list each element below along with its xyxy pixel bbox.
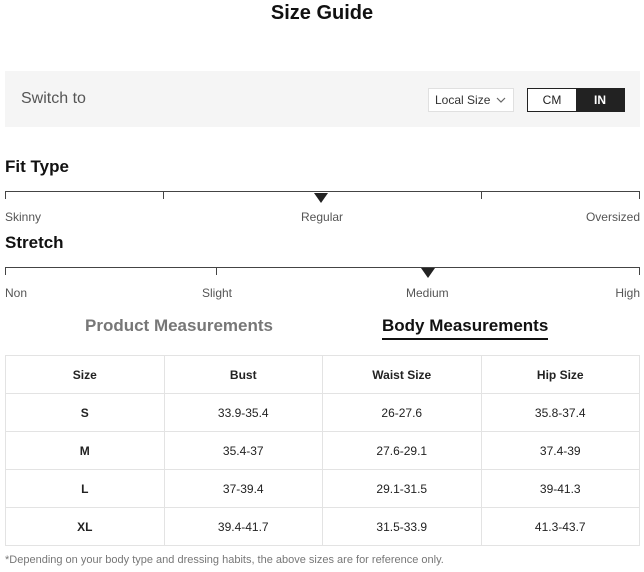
stretch-scale	[5, 267, 640, 275]
bust-cell: 33.9-35.4	[164, 394, 323, 432]
size-cell: XL	[6, 508, 165, 546]
stretch-marker	[421, 268, 435, 278]
bust-cell: 37-39.4	[164, 470, 323, 508]
waist-cell: 27.6-29.1	[323, 432, 482, 470]
size-cell: M	[6, 432, 165, 470]
footnote: *Depending on your body type and dressing habits, the above sizes are for reference only.	[5, 554, 444, 566]
header-bust: Bust	[164, 356, 323, 394]
unit-toggle	[527, 88, 625, 112]
header-waist: Waist Size	[323, 356, 482, 394]
hip-cell: 35.8-37.4	[481, 394, 640, 432]
size-cell: L	[6, 470, 165, 508]
stretch-label-high: High	[615, 286, 640, 300]
stretch-label-medium: Medium	[406, 286, 449, 300]
header-hip: Hip Size	[481, 356, 640, 394]
local-size-dropdown[interactable]	[428, 88, 514, 112]
fit-type-heading: Fit Type	[5, 157, 69, 176]
unit-in-button[interactable]: IN	[576, 89, 624, 111]
hip-cell: 41.3-43.7	[481, 508, 640, 546]
hip-cell: 37.4-39	[481, 432, 640, 470]
chevron-down-icon	[496, 95, 506, 105]
unit-switch-bar	[5, 71, 640, 127]
stretch-heading: Stretch	[5, 233, 64, 252]
local-size-label: Local Size	[435, 93, 491, 107]
table-row	[6, 432, 640, 470]
bust-cell: 39.4-41.7	[164, 508, 323, 546]
page-title: Size Guide	[270, 2, 374, 24]
fit-type-marker	[314, 193, 328, 203]
table-header-row	[6, 356, 640, 394]
table-row	[6, 470, 640, 508]
unit-cm-button[interactable]: CM	[528, 89, 576, 111]
tab-body-measurements[interactable]: Body Measurements	[382, 316, 548, 340]
bust-cell: 35.4-37	[164, 432, 323, 470]
tab-product-measurements[interactable]: Product Measurements	[85, 316, 273, 335]
stretch-label-non: Non	[5, 286, 28, 300]
fit-label-regular: Regular	[301, 210, 344, 224]
table-row	[6, 508, 640, 546]
table-row	[6, 394, 640, 432]
fit-label-skinny: Skinny	[5, 210, 42, 224]
fit-label-oversized: Oversized	[585, 210, 640, 224]
size-table	[5, 355, 640, 546]
waist-cell: 31.5-33.9	[323, 508, 482, 546]
header-size: Size	[6, 356, 165, 394]
switch-label: Switch to	[21, 90, 86, 107]
hip-cell: 39-41.3	[481, 470, 640, 508]
waist-cell: 29.1-31.5	[323, 470, 482, 508]
size-cell: S	[6, 394, 165, 432]
waist-cell: 26-27.6	[323, 394, 482, 432]
stretch-label-slight: Slight	[202, 286, 233, 300]
